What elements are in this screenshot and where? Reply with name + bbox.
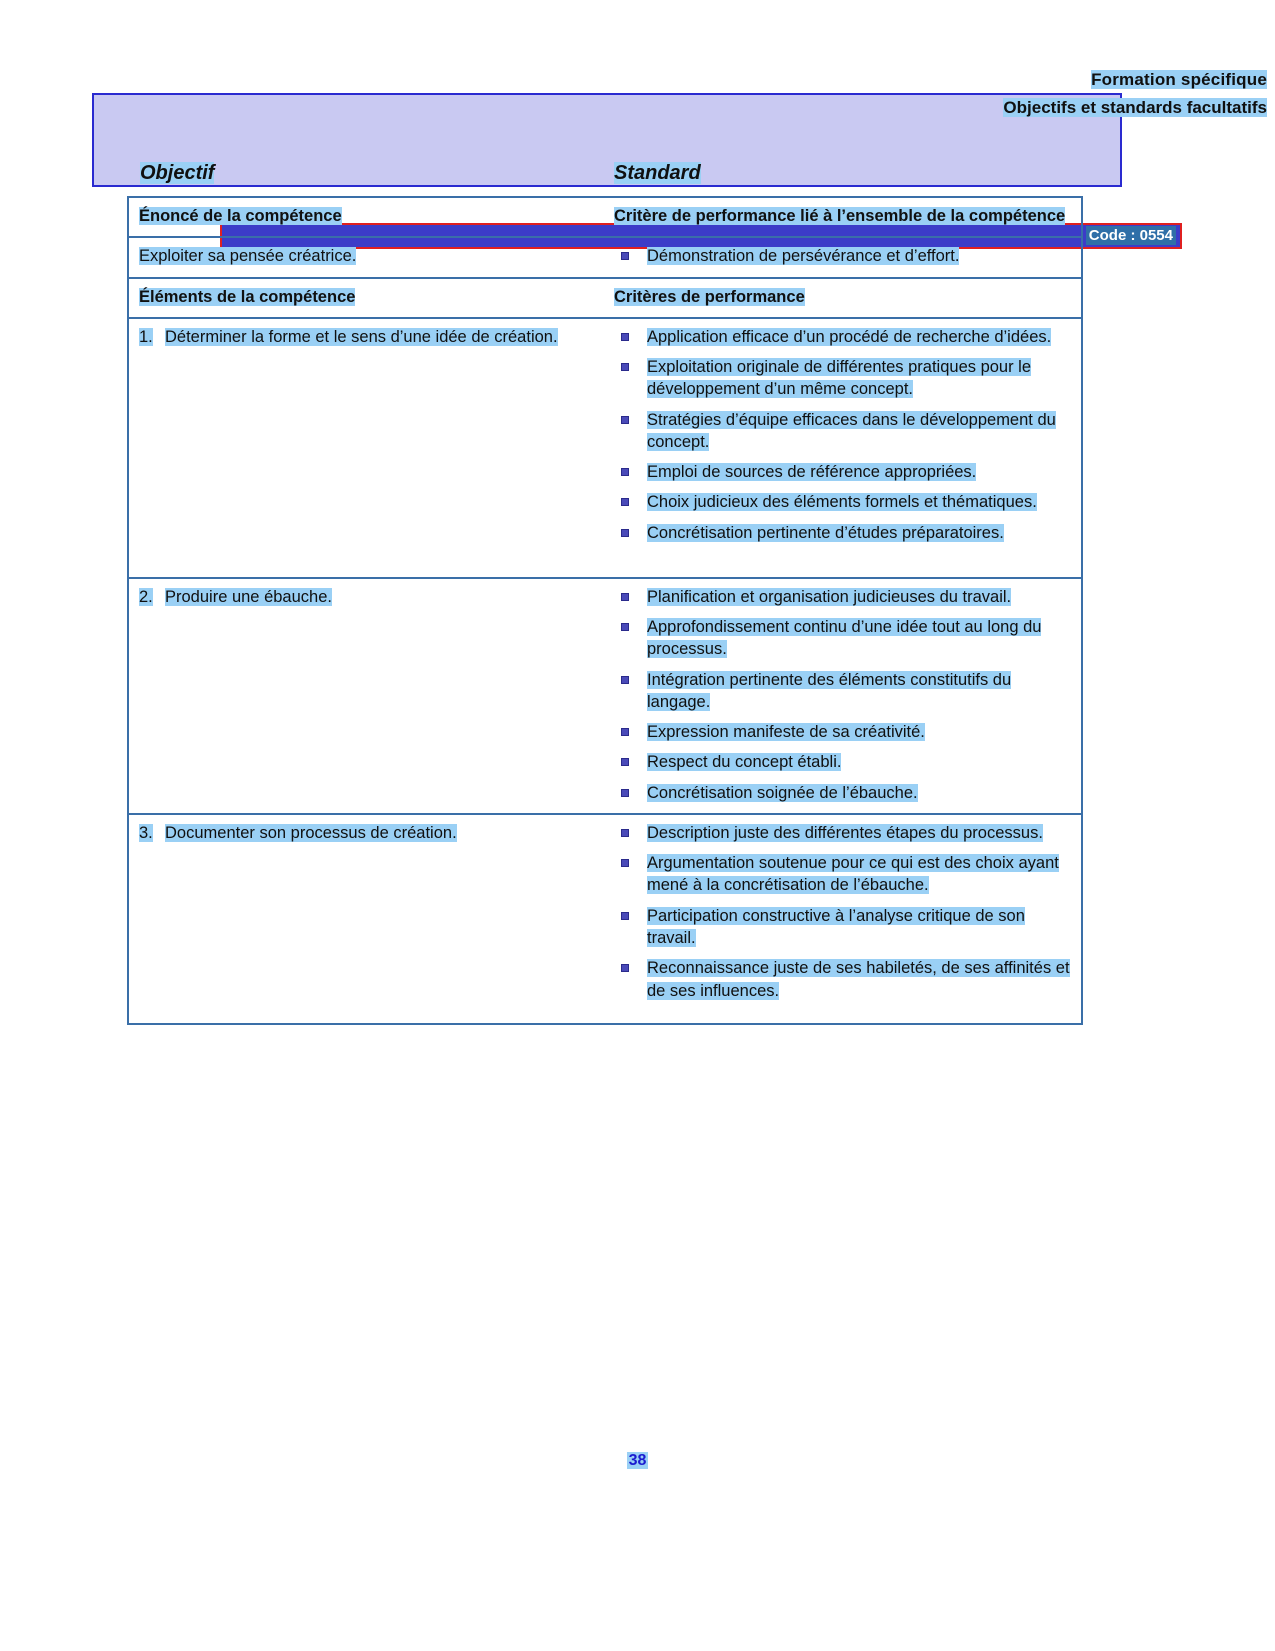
cell-criteres-header <box>606 279 1081 317</box>
list-item: Reconnaissance juste de ses habiletés, de ses affinités et de ses influences. <box>614 957 1073 1002</box>
column-label-standard: Standard <box>614 162 701 184</box>
list-item: Approfondissement continu d’une idée tout au long du processus. <box>614 616 1073 661</box>
list-item: Concrétisation pertinente d’études préparatoires. <box>614 522 1073 544</box>
bullet-icon <box>621 363 629 371</box>
list-item: Description juste des différentes étapes du processus. <box>614 822 1073 844</box>
table-row <box>129 319 1081 579</box>
code-value: Code : 0554 <box>1086 226 1176 245</box>
elements-header-text: Éléments de la compétence <box>139 287 356 306</box>
table-row <box>129 815 1081 1023</box>
list-item: Démonstration de persévérance et d’effort. <box>614 245 1073 267</box>
cell-critere-ensemble-header <box>606 198 1081 236</box>
element-label: Déterminer la forme et le sens d’une idée de création. <box>165 327 558 346</box>
enonce-text: Exploiter sa pensée créatrice. <box>139 247 357 266</box>
bullet-icon <box>621 964 629 972</box>
page-number: 38 <box>628 1452 647 1469</box>
list-item: Choix judicieux des éléments formels et thématiques. <box>614 491 1073 513</box>
competency-table <box>127 196 1083 1025</box>
column-label-objectif: Objectif <box>140 162 215 184</box>
bullet-icon <box>621 758 629 766</box>
criteria-list <box>614 326 1073 544</box>
cell-critere-ensemble-value <box>606 238 1081 276</box>
list-item: Planification et organisation judicieuses du travail. <box>614 586 1073 608</box>
critere-ensemble-header-text: Critère de performance lié à l’ensemble de la compétence <box>614 207 1066 225</box>
bullet-icon <box>621 416 629 424</box>
header-subtitle-objectifs: Objectifs et standards facultatifs <box>1003 98 1267 117</box>
bullet-icon <box>621 498 629 506</box>
bullet-icon <box>621 252 629 260</box>
criteria-list <box>614 245 1073 267</box>
list-item: Concrétisation soignée de l’ébauche. <box>614 782 1073 804</box>
list-item: Exploitation originale de différentes pratiques pour le développement d’un même concept. <box>614 356 1073 401</box>
bullet-icon <box>621 333 629 341</box>
element-label: Produire une ébauche. <box>165 587 332 606</box>
list-item: Intégration pertinente des éléments constitutifs du langage. <box>614 669 1073 714</box>
list-item: Stratégies d’équipe efficaces dans le développement du concept. <box>614 409 1073 454</box>
cell-criteria-2 <box>606 579 1081 813</box>
list-item: Argumentation soutenue pour ce qui est des choix ayant mené à la concrétisation de l’ébauche. <box>614 852 1073 897</box>
bullet-icon <box>621 789 629 797</box>
criteria-list <box>614 586 1073 804</box>
cell-element-1 <box>129 319 606 577</box>
cell-criteria-1 <box>606 319 1081 577</box>
enonce-header-text: Énoncé de la compétence <box>139 207 342 225</box>
cell-enonce-header <box>129 198 606 236</box>
criteria-list <box>614 822 1073 1002</box>
element-number: 1. <box>139 327 153 346</box>
element-number: 3. <box>139 823 153 842</box>
criteres-header-text: Critères de performance <box>614 287 805 306</box>
bullet-icon <box>621 859 629 867</box>
bullet-icon <box>621 593 629 601</box>
bullet-icon <box>621 829 629 837</box>
bullet-icon <box>621 912 629 920</box>
cell-enonce-value <box>129 238 606 276</box>
header-title-formation: Formation spécifique <box>1091 70 1267 89</box>
table-row <box>129 279 1081 319</box>
list-item: Participation constructive à l’analyse critique de son travail. <box>614 905 1073 950</box>
bullet-icon <box>621 676 629 684</box>
list-item: Application efficace d’un procédé de recherche d’idées. <box>614 326 1073 348</box>
element-label: Documenter son processus de création. <box>165 823 457 842</box>
table-row <box>129 198 1081 238</box>
cell-criteria-3 <box>606 815 1081 1023</box>
table-row <box>129 238 1081 278</box>
element-number: 2. <box>139 587 153 606</box>
bullet-icon <box>621 529 629 537</box>
list-item: Respect du concept établi. <box>614 751 1073 773</box>
bullet-icon <box>621 728 629 736</box>
cell-element-3 <box>129 815 606 1023</box>
cell-elements-header <box>129 279 606 317</box>
list-item: Expression manifeste de sa créativité. <box>614 721 1073 743</box>
table-row <box>129 579 1081 815</box>
bullet-icon <box>621 468 629 476</box>
bullet-icon <box>621 623 629 631</box>
list-item: Emploi de sources de référence appropriées. <box>614 461 1073 483</box>
cell-element-2 <box>129 579 606 813</box>
